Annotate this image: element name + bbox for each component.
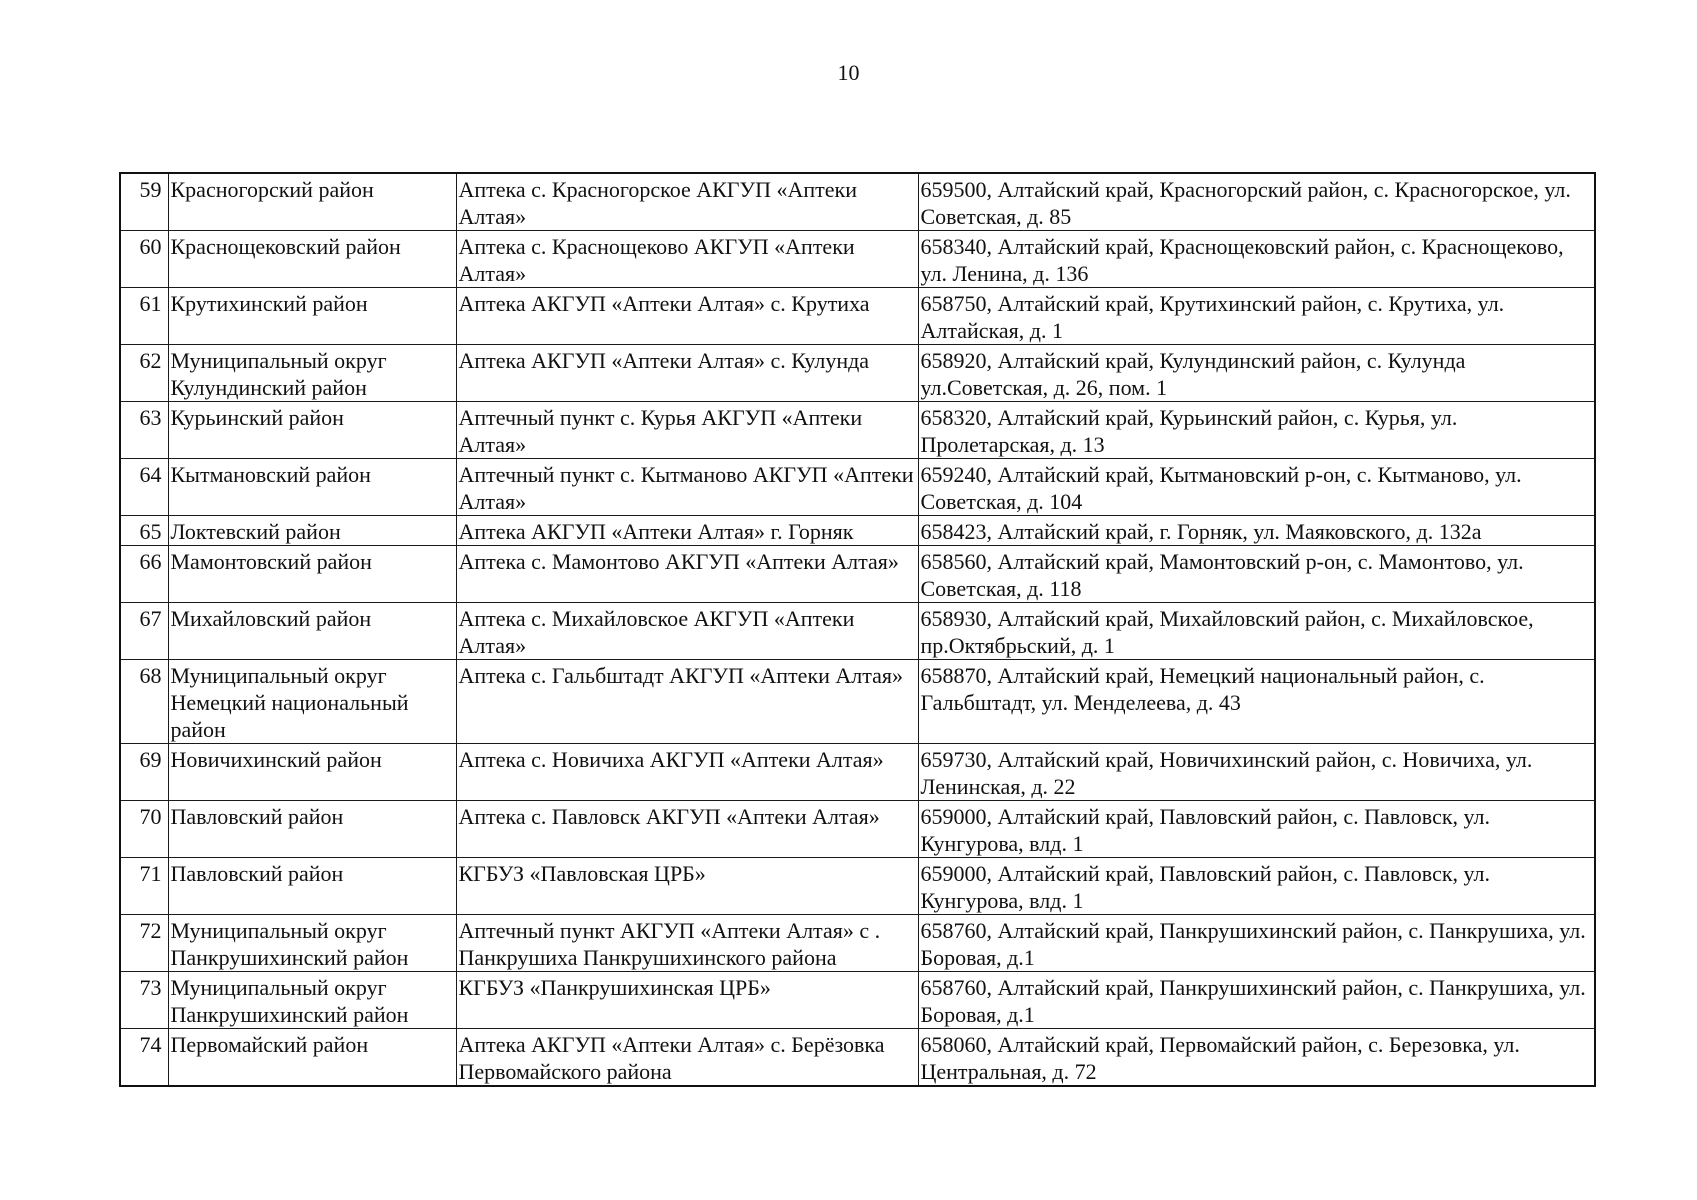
district-cell: Новичихинский район: [168, 744, 456, 801]
row-number: 72: [120, 915, 168, 972]
district-cell: Павловский район: [168, 801, 456, 858]
row-number: 74: [120, 1029, 168, 1087]
table-row: [120, 603, 1595, 660]
address-cell: 659240, Алтайский край, Кытмановский р-он, с. Кытманово, ул. Советская, д. 104: [918, 459, 1595, 516]
pharmacy-cell: Аптека АКГУП «Аптеки Алтая» с. Крутиха: [456, 288, 918, 345]
table-row: [120, 972, 1595, 1029]
address-cell: 658750, Алтайский край, Крутихинский район, с. Крутиха, ул. Алтайская, д. 1: [918, 288, 1595, 345]
table-row: [120, 858, 1595, 915]
address-cell: 658423, Алтайский край, г. Горняк, ул. Маяковского, д. 132а: [918, 516, 1595, 546]
address-cell: 659730, Алтайский край, Новичихинский район, с. Новичиха, ул. Ленинская, д. 22: [918, 744, 1595, 801]
district-cell: Михайловский район: [168, 603, 456, 660]
district-cell: Первомайский район: [168, 1029, 456, 1087]
row-number: 64: [120, 459, 168, 516]
district-cell: Муниципальный округ Панкрушихинский район: [168, 915, 456, 972]
pharmacy-cell: Аптечный пункт с. Курья АКГУП «Аптеки Алтая»: [456, 402, 918, 459]
district-cell: Мамонтовский район: [168, 546, 456, 603]
table-row: [120, 546, 1595, 603]
row-number: 65: [120, 516, 168, 546]
table-row: [120, 288, 1595, 345]
row-number: 59: [120, 173, 168, 231]
row-number: 70: [120, 801, 168, 858]
address-cell: 659500, Алтайский край, Красногорский район, с. Красногорское, ул. Советская, д. 85: [918, 173, 1595, 231]
row-number: 73: [120, 972, 168, 1029]
district-cell: Красногорский район: [168, 173, 456, 231]
district-cell: Муниципальный округ Кулундинский район: [168, 345, 456, 402]
pharmacy-cell: КГБУЗ «Панкрушихинская ЦРБ»: [456, 972, 918, 1029]
table-row: [120, 173, 1595, 231]
table-row: [120, 459, 1595, 516]
district-cell: Муниципальный округ Панкрушихинский район: [168, 972, 456, 1029]
address-cell: 658930, Алтайский край, Михайловский район, с. Михайловское, пр.Октябрьский, д. 1: [918, 603, 1595, 660]
pharmacy-table: [119, 172, 1596, 1087]
district-cell: Локтевский район: [168, 516, 456, 546]
pharmacy-cell: Аптека с. Краснощеково АКГУП «Аптеки Алтая»: [456, 231, 918, 288]
table-row: [120, 231, 1595, 288]
address-cell: 658340, Алтайский край, Краснощековский район, с. Краснощеково, ул. Ленина, д. 136: [918, 231, 1595, 288]
district-cell: Муниципальный округ Немецкий национальный район: [168, 660, 456, 744]
pharmacy-cell: Аптечный пункт АКГУП «Аптеки Алтая» с . Панкрушиха Панкрушихинского района: [456, 915, 918, 972]
row-number: 71: [120, 858, 168, 915]
address-cell: 658560, Алтайский край, Мамонтовский р-он, с. Мамонтово, ул. Советская, д. 118: [918, 546, 1595, 603]
address-cell: 658060, Алтайский край, Первомайский район, с. Березовка, ул. Центральная, д. 72: [918, 1029, 1595, 1087]
pharmacy-cell: Аптека с. Гальбштадт АКГУП «Аптеки Алтая»: [456, 660, 918, 744]
row-number: 69: [120, 744, 168, 801]
table-row: [120, 402, 1595, 459]
table-row: [120, 1029, 1595, 1087]
pharmacy-cell: Аптека с. Павловск АКГУП «Аптеки Алтая»: [456, 801, 918, 858]
pharmacy-cell: КГБУЗ «Павловская ЦРБ»: [456, 858, 918, 915]
pharmacy-cell: Аптека с. Мамонтово АКГУП «Аптеки Алтая»: [456, 546, 918, 603]
pharmacy-cell: Аптека АКГУП «Аптеки Алтая» с. Кулунда: [456, 345, 918, 402]
row-number: 63: [120, 402, 168, 459]
row-number: 68: [120, 660, 168, 744]
table-row: [120, 915, 1595, 972]
pharmacy-cell: Аптечный пункт с. Кытманово АКГУП «Аптеки Алтая»: [456, 459, 918, 516]
row-number: 61: [120, 288, 168, 345]
address-cell: 658320, Алтайский край, Курьинский район, с. Курья, ул. Пролетарская, д. 13: [918, 402, 1595, 459]
pharmacy-cell: Аптека с. Новичиха АКГУП «Аптеки Алтая»: [456, 744, 918, 801]
row-number: 66: [120, 546, 168, 603]
pharmacy-table-body: [120, 173, 1595, 1086]
pharmacy-cell: Аптека АКГУП «Аптеки Алтая» с. Берёзовка Первомайского района: [456, 1029, 918, 1087]
address-cell: 658760, Алтайский край, Панкрушихинский район, с. Панкрушиха, ул. Боровая, д.1: [918, 972, 1595, 1029]
district-cell: Курьинский район: [168, 402, 456, 459]
row-number: 62: [120, 345, 168, 402]
row-number: 60: [120, 231, 168, 288]
pharmacy-cell: Аптека АКГУП «Аптеки Алтая» г. Горняк: [456, 516, 918, 546]
pharmacy-cell: Аптека с. Красногорское АКГУП «Аптеки Алтая»: [456, 173, 918, 231]
table-row: [120, 516, 1595, 546]
district-cell: Павловский район: [168, 858, 456, 915]
row-number: 67: [120, 603, 168, 660]
district-cell: Краснощековский район: [168, 231, 456, 288]
address-cell: 659000, Алтайский край, Павловский район, с. Павловск, ул. Кунгурова, влд. 1: [918, 801, 1595, 858]
district-cell: Крутихинский район: [168, 288, 456, 345]
address-cell: 659000, Алтайский край, Павловский район, с. Павловск, ул. Кунгурова, влд. 1: [918, 858, 1595, 915]
table-row: [120, 801, 1595, 858]
page-number: 10: [837, 60, 860, 85]
pharmacy-cell: Аптека с. Михайловское АКГУП «Аптеки Алтая»: [456, 603, 918, 660]
address-cell: 658870, Алтайский край, Немецкий национальный район, с. Гальбштадт, ул. Менделеева, д. 43: [918, 660, 1595, 744]
district-cell: Кытмановский район: [168, 459, 456, 516]
address-cell: 658760, Алтайский край, Панкрушихинский район, с. Панкрушиха, ул. Боровая, д.1: [918, 915, 1595, 972]
address-cell: 658920, Алтайский край, Кулундинский район, с. Кулунда ул.Советская, д. 26, пом. 1: [918, 345, 1595, 402]
table-row: [120, 744, 1595, 801]
table-row: [120, 345, 1595, 402]
table-row: [120, 660, 1595, 744]
